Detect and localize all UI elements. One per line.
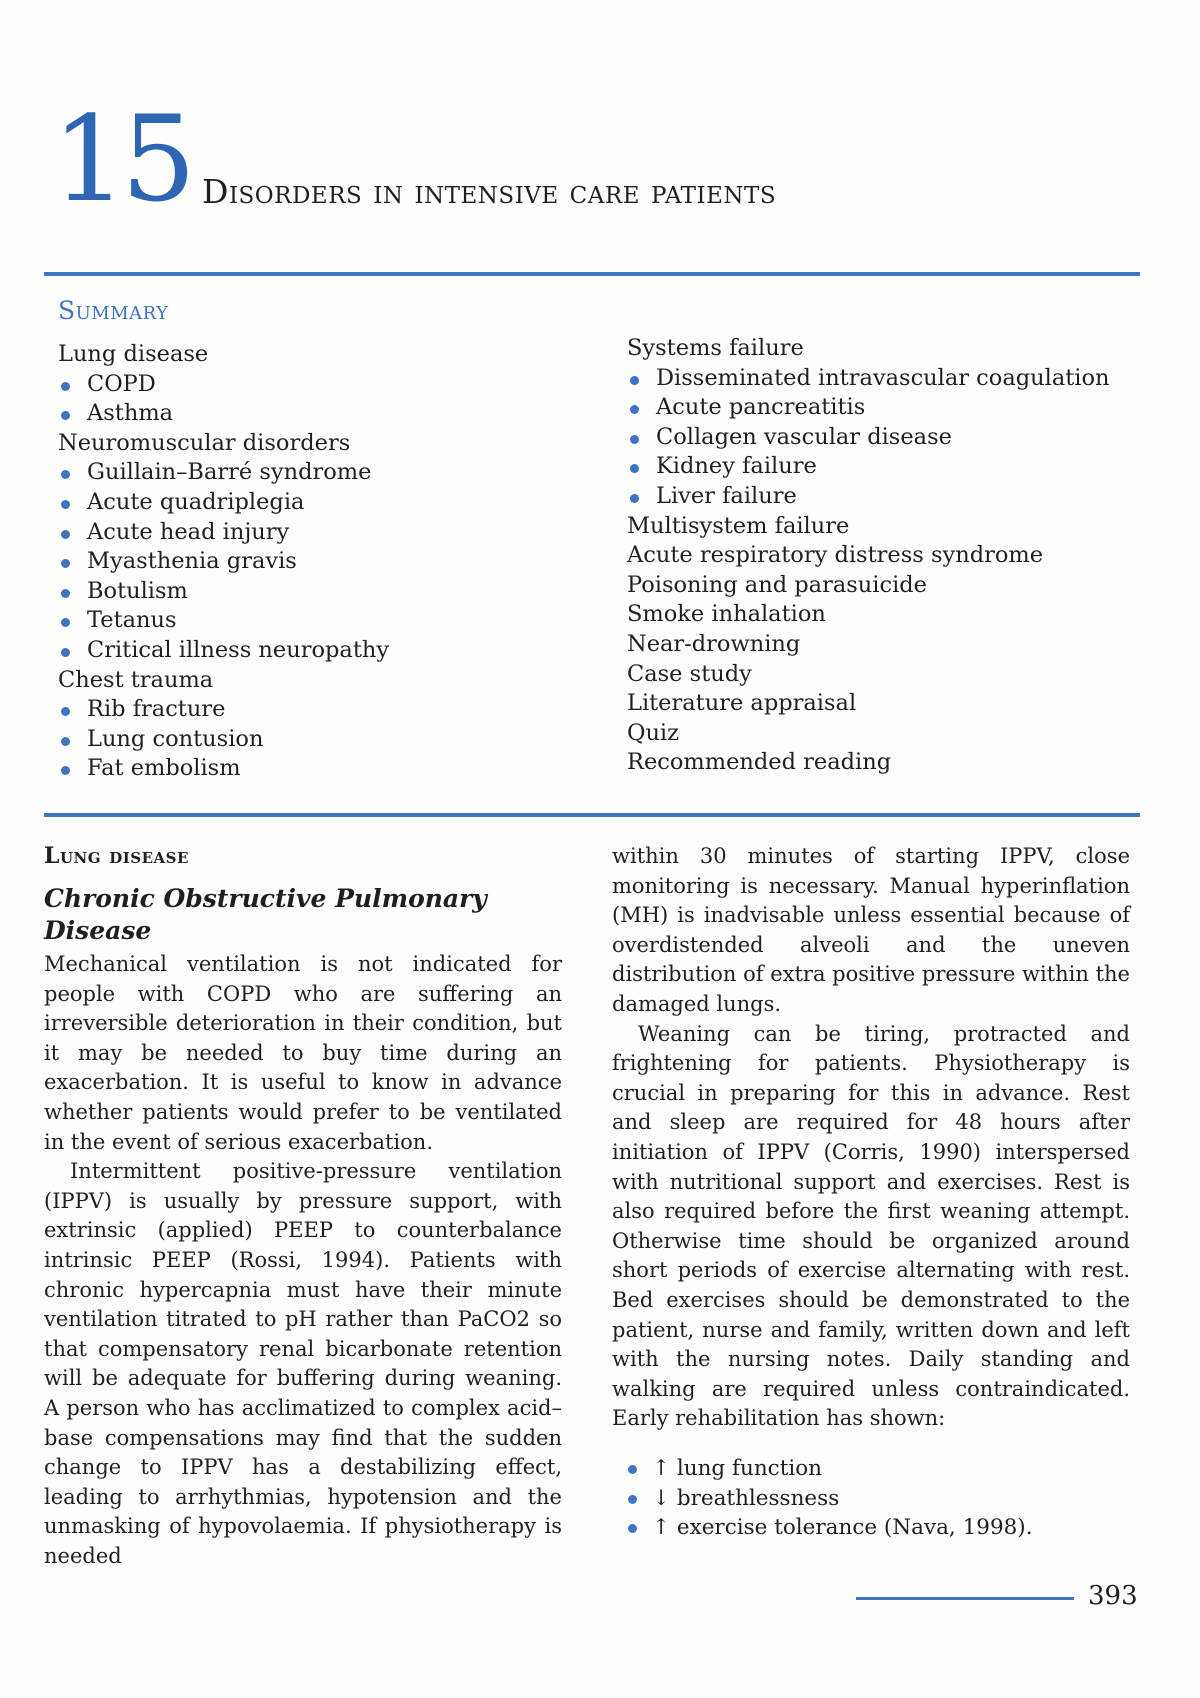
summary-item-label: Kidney failure	[656, 453, 817, 480]
summary-topic	[627, 689, 1110, 719]
summary-bottom-rule	[44, 813, 1140, 817]
summary-bullet-item	[58, 754, 389, 784]
summary-item-label: Asthma	[87, 400, 174, 427]
list-item-label: ↑ exercise tolerance (Nava, 1998).	[652, 1515, 1033, 1541]
summary-item-label: Smoke inhalation	[627, 601, 826, 628]
subsection-heading: Chronic Obstructive Pulmonary Disease	[44, 884, 487, 945]
summary-topic	[58, 666, 389, 696]
summary-bullet-item	[58, 577, 389, 607]
bullet-dot-icon	[61, 382, 70, 391]
summary-bullet-item	[58, 636, 389, 666]
summary-item-label: Collagen vascular disease	[656, 423, 952, 450]
summary-topic	[627, 512, 1110, 542]
bullet-dot-icon	[61, 589, 70, 598]
summary-topic	[627, 748, 1110, 778]
summary-bullet-item	[58, 606, 389, 636]
summary-bullet-item	[627, 364, 1110, 394]
summary-topic	[627, 600, 1110, 630]
summary-item-label: Literature appraisal	[627, 690, 857, 717]
rehabilitation-results-list	[612, 1454, 1130, 1543]
body-paragraph: Weaning can be tiring, protracted and frightening for patients. Physiotherapy is crucial in preparing for this in advance. Rest and sleep are required for 48 hours after initiation of IPPV (Corris, 1990) interspersed with nutritional support and exercises. Rest is also required before the first weaning attempt. Otherwise time should be organized around short periods of exercise alternating with rest. Bed exercises should be demonstrated to the patient, nurse and family, written down and left with the nursing notes. Daily standing and walking are required unless contraindicated. Early rehabilitation has shown:	[612, 1021, 1130, 1431]
body-right-column	[612, 842, 1130, 1543]
summary-bullet-item	[58, 695, 389, 725]
bullet-dot-icon	[630, 376, 639, 385]
summary-item-label: COPD	[87, 370, 156, 397]
body-paragraph: within 30 minutes of starting IPPV, close monitoring is necessary. Manual hyperinflation (MH) is inadvisable unless essential because of overdistended alveoli and the uneven distribution of extra positive pressure within the damaged lungs.	[612, 844, 1130, 1016]
summary-item-label: Acute respiratory distress syndrome	[627, 542, 1044, 569]
bullet-dot-icon	[630, 494, 639, 503]
summary-topic	[627, 571, 1110, 601]
summary-item-label: Critical illness neuropathy	[87, 636, 390, 663]
summary-left-column	[58, 340, 389, 784]
summary-item-label: Fat embolism	[87, 755, 241, 782]
bullet-dot-icon	[628, 1524, 637, 1533]
summary-item-label: Liver failure	[656, 482, 797, 509]
summary-topic	[627, 719, 1110, 749]
summary-right-column	[627, 334, 1110, 778]
list-item	[612, 1484, 1130, 1514]
summary-topic	[627, 334, 1110, 364]
summary-item-label: Myasthenia gravis	[87, 548, 297, 575]
chapter-title: Disorders in intensive care patients	[202, 172, 777, 211]
summary-item-label: Lung contusion	[87, 725, 264, 752]
list-item-label: ↓ breathlessness	[652, 1485, 840, 1511]
bullet-dot-icon	[61, 766, 70, 775]
list-item	[612, 1454, 1130, 1484]
bullet-dot-icon	[61, 411, 70, 420]
summary-bullet-item	[58, 547, 389, 577]
summary-item-label: Recommended reading	[627, 749, 892, 776]
summary-item-label: Multisystem failure	[627, 512, 850, 539]
summary-top-rule	[44, 272, 1140, 276]
summary-item-label: Guillain–Barré syndrome	[87, 459, 372, 486]
bullet-dot-icon	[61, 470, 70, 479]
bullet-dot-icon	[628, 1465, 637, 1474]
summary-item-label: Chest trauma	[58, 666, 214, 693]
bullet-dot-icon	[61, 500, 70, 509]
chapter-number: 15	[52, 90, 191, 228]
summary-topic	[627, 660, 1110, 690]
summary-item-label: Case study	[627, 660, 752, 687]
bullet-dot-icon	[630, 435, 639, 444]
summary-bullet-item	[627, 482, 1110, 512]
summary-bullet-item	[58, 518, 389, 548]
bullet-dot-icon	[61, 648, 70, 657]
summary-bullet-item	[58, 399, 389, 429]
list-item	[612, 1513, 1130, 1543]
section-heading: Lung disease	[44, 843, 189, 869]
body-paragraph: Intermittent positive-pressure ventilation (IPPV) is usually by pressure support, with extrinsic (applied) PEEP to counterbalance intrinsic PEEP (Rossi, 1994). Patients with chronic hypercapnia must have their minute ventilation titrated to pH rather than PaCO2 so that compensatory renal bicarbonate retention will be adequate for buffering during weaning. A person who has acclimatized to complex acid–base compensations may find that the sudden change to IPPV has a destabilizing effect, leading to arrhythmias, hypotension and the unmasking of hypovolaemia. If physiotherapy is needed	[44, 1159, 562, 1568]
summary-item-label: Acute head injury	[87, 518, 290, 545]
summary-item-label: Systems failure	[627, 335, 804, 361]
summary-bullet-item	[627, 393, 1110, 423]
summary-topic	[627, 541, 1110, 571]
bullet-dot-icon	[61, 559, 70, 568]
summary-item-label: Disseminated intravascular coagulation	[656, 364, 1110, 391]
body-paragraph: Mechanical ventilation is not indicated for people with COPD who are suffering an irreversible deterioration in their condition, but it may be needed to buy time during an exacerbation. It is useful to know in advance whether patients would prefer to be ventilated in the event of serious exacerbation.	[44, 952, 562, 1154]
summary-topic	[58, 429, 389, 459]
list-item-label: ↑ lung function	[652, 1455, 823, 1481]
summary-item-label: Poisoning and parasuicide	[627, 571, 927, 598]
summary-item-label: Acute pancreatitis	[656, 394, 866, 421]
summary-bullet-item	[627, 423, 1110, 453]
summary-item-label: Acute quadriplegia	[87, 488, 305, 515]
summary-item-label: Lung disease	[58, 341, 209, 367]
summary-item-label: Near-drowning	[627, 630, 801, 657]
summary-topic	[58, 340, 389, 370]
summary-item-label: Botulism	[87, 577, 188, 604]
bullet-dot-icon	[628, 1495, 637, 1504]
summary-bullet-item	[627, 452, 1110, 482]
summary-heading: Summary	[58, 296, 169, 325]
summary-bullet-item	[58, 488, 389, 518]
body-left-column	[44, 842, 562, 1571]
bullet-dot-icon	[61, 737, 70, 746]
page-number: 393	[1088, 1581, 1138, 1611]
footer-rule	[856, 1597, 1074, 1600]
summary-item-label: Neuromuscular disorders	[58, 429, 351, 456]
summary-bullet-item	[58, 458, 389, 488]
bullet-dot-icon	[630, 464, 639, 473]
summary-item-label: Rib fracture	[87, 696, 226, 723]
summary-item-label: Quiz	[627, 719, 679, 746]
summary-bullet-item	[58, 370, 389, 400]
bullet-dot-icon	[630, 405, 639, 414]
bullet-dot-icon	[61, 707, 70, 716]
summary-bullet-item	[58, 725, 389, 755]
bullet-dot-icon	[61, 530, 70, 539]
bullet-dot-icon	[61, 618, 70, 627]
summary-item-label: Tetanus	[87, 607, 177, 634]
summary-topic	[627, 630, 1110, 660]
